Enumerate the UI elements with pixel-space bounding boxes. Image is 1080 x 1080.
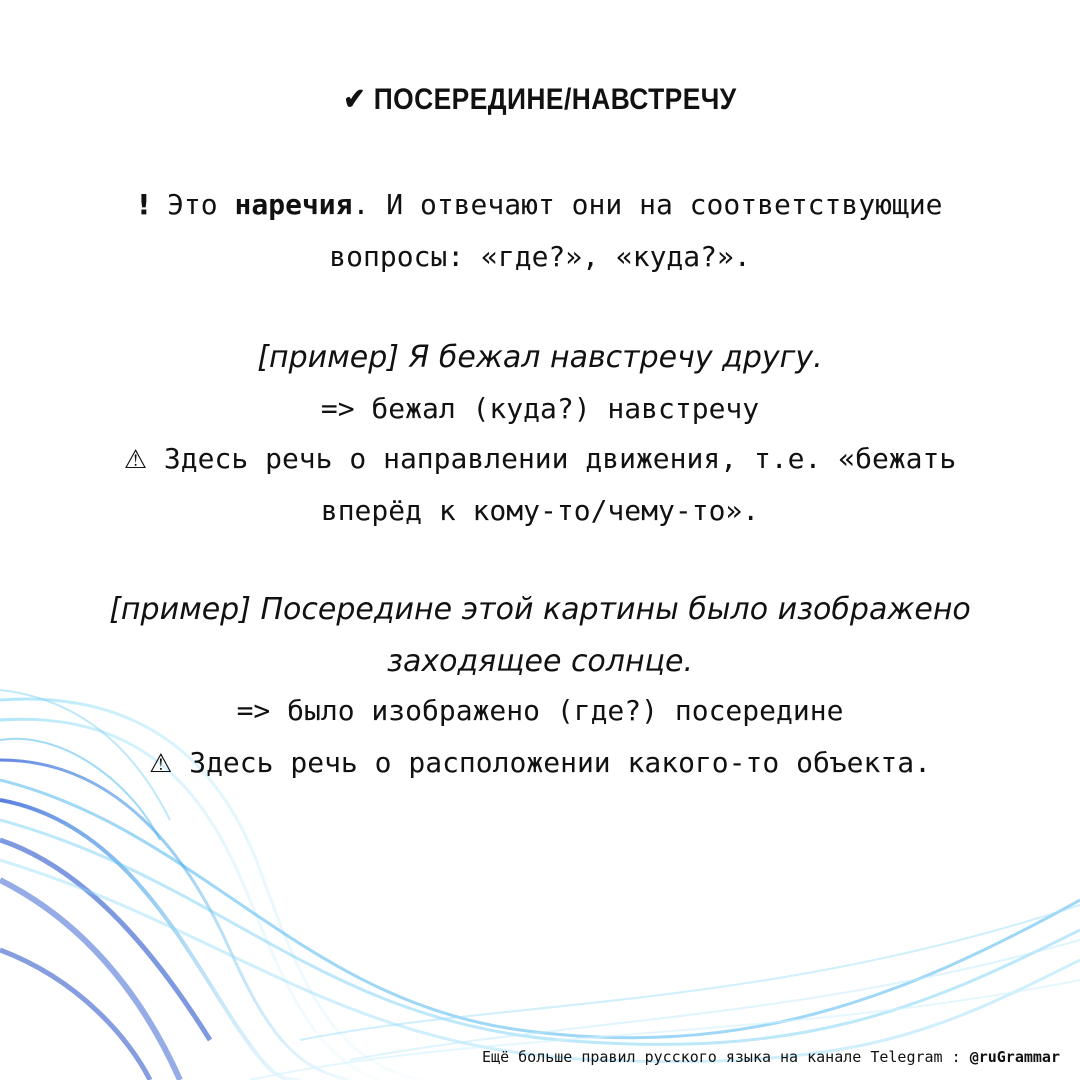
example2-note: ⚠ Здесь речь о расположении какого-то объекта. [149, 746, 931, 779]
example2-sentence-line-1: [пример] Посередине этой картины было изображено [109, 592, 971, 627]
footer-promo [482, 1048, 1060, 1066]
example1-analysis: => бежал (куда?) навстречу [320, 392, 760, 425]
example1-note-line-2: вперёд к кому-то/чему-то». [320, 494, 760, 527]
telegram-handle: @ruGrammar [969, 1048, 1060, 1066]
title-text: ПОСЕРЕДИНЕ/НАВСТРЕЧУ [373, 83, 737, 116]
warning-icon: ⚠ [149, 749, 173, 779]
footer-text: Ещё больше правил русского языка на канале Telegram : [482, 1048, 970, 1066]
exclamation-icon: ! [137, 188, 151, 221]
example1-note-line-1: ⚠ Здесь речь о направлении движения, т.е. «бежать [123, 442, 957, 475]
term-bold: наречия [234, 188, 353, 221]
intro-line-1: ! Это наречия. И отвечают они на соответствующие [137, 188, 943, 221]
example1-sentence: [пример] Я бежал навстречу другу. [257, 340, 823, 375]
check-icon: ✔ [343, 83, 366, 116]
warning-icon: ⚠ [123, 445, 148, 475]
example2-analysis: => было изображено (где?) посередине [236, 694, 844, 727]
example2-sentence-line-2: заходящее солнце. [387, 644, 693, 679]
intro-line-2: вопросы: «где?», «куда?». [329, 240, 751, 273]
page-title [65, 82, 1015, 117]
